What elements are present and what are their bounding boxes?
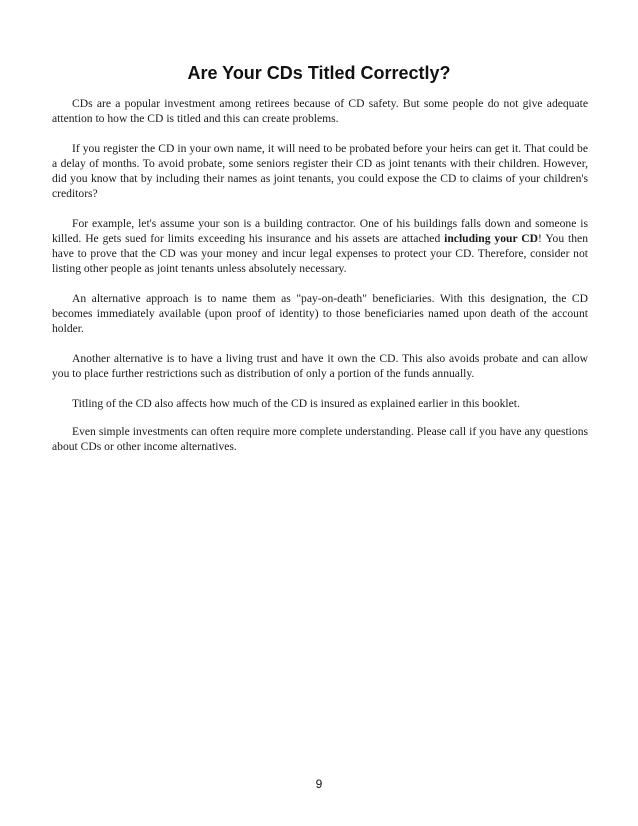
article-body <box>52 96 588 469</box>
paragraph-insurance: Titling of the CD also affects how much of the CD is insured as explained earlier in this booklet. <box>72 397 520 410</box>
page-title: Are Your CDs Titled Correctly? <box>187 63 451 83</box>
paragraph-closing: Even simple investments can often require more complete understanding. Please call if you have any questions about CDs or other income alternatives. <box>52 425 588 453</box>
page-number: 9 <box>315 777 323 791</box>
paragraph-pay-on-death: An alternative approach is to name them as "pay-on-death" beneficiaries. With this designation, the CD becomes immediately available (upon proof of identity) to those beneficiaries named upon death of the account holder. <box>52 292 588 335</box>
paragraph-example-text-end: ! You then have to prove that the CD was your money and incur legal expenses to protect your CD. Therefore, consider not listing other people as joint tenants unless absolutely necessary. <box>52 232 589 275</box>
paragraph-example-emphasis: including your CD <box>444 232 539 245</box>
paragraph-example <box>52 216 588 276</box>
paragraph-living-trust: Another alternative is to have a living trust and have it own the CD. This also avoids probate and can allow you to place further restrictions such as distribution of only a portion of the funds annually. <box>52 352 588 380</box>
paragraph-example-text-start: For example, let's assume your son is a building contractor. One of his buildings falls down and someone is killed. He gets sued for limits exceeding his insurance and his assets are attached <box>52 217 588 245</box>
paragraph-cd-popularity: CDs are a popular investment among retirees because of CD safety. But some people do not give adequate attention to how the CD is titled and this can create problems. <box>52 97 588 125</box>
paragraph-probate: If you register the CD in your own name, it will need to be probated before your heirs can get it. That could be a delay of months. To avoid probate, some seniors register their CD as joint tenants with their children. However, did you know that by including their names as joint tenants, you could expose the CD to claims of your children's creditors? <box>52 142 588 200</box>
